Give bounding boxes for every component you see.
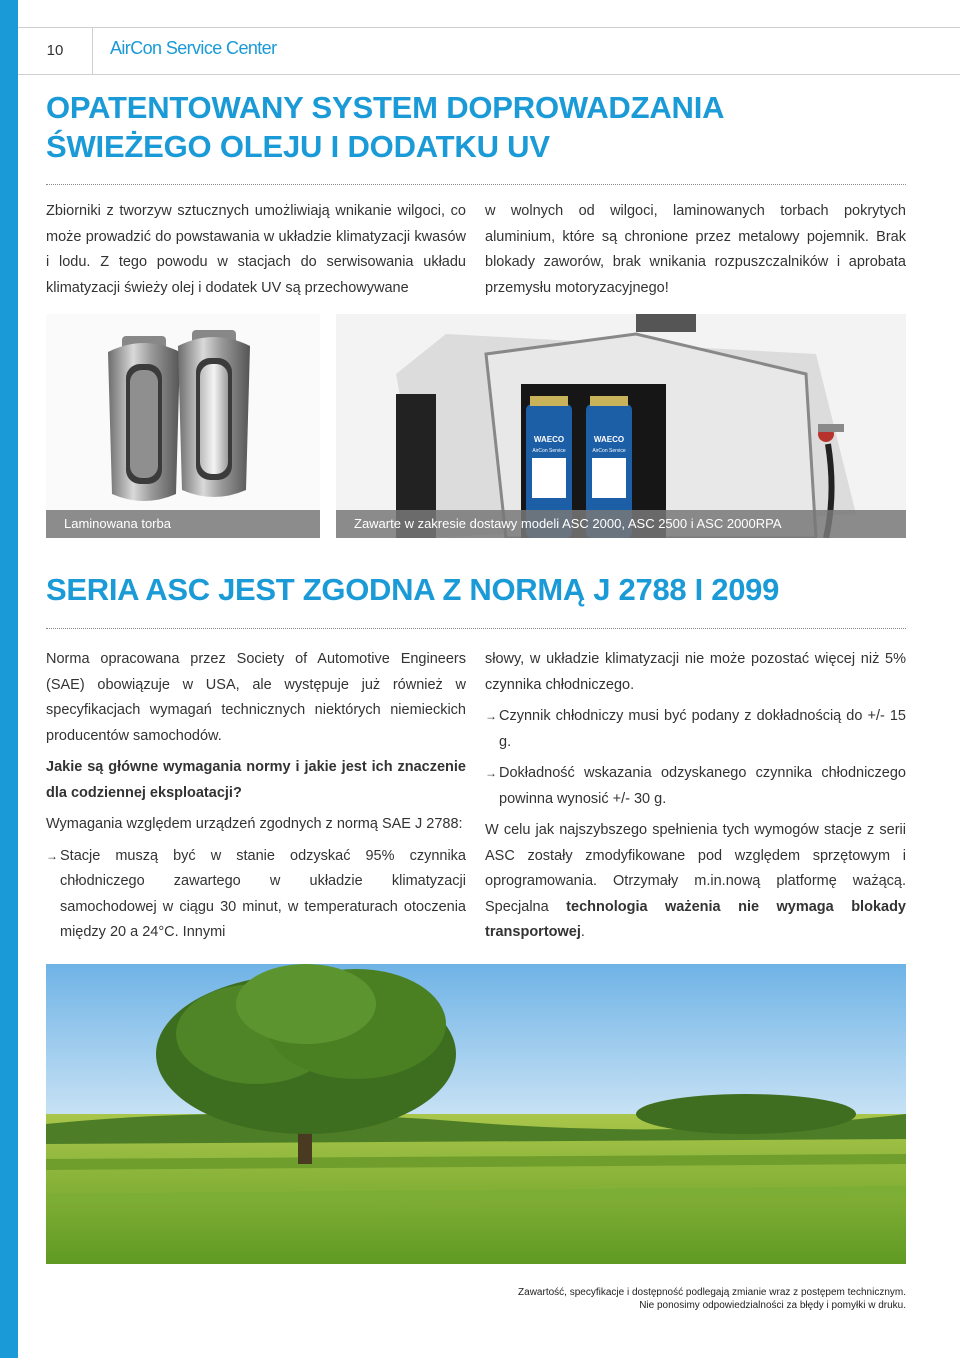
norm-requirements-intro: Wymagania względem urządzeń zgodnych z normą SAE J 2788: [46, 816, 463, 832]
laminated-bag-illustration [46, 314, 320, 538]
sentence-end: . [580, 924, 585, 940]
header-bottom-rule [18, 74, 960, 75]
section-title-1 [46, 88, 906, 166]
footer-line-2: Nie ponosimy odpowiedzialności za błędy i pomyłki w druku. [639, 1300, 906, 1311]
norm-paragraph-cont: słowy, w układzie klimatyzacji nie może pozostać więcej niż 5% czynnika chłodniczego. [485, 651, 906, 693]
list-item [46, 844, 466, 946]
requirement-display-accuracy: Dokładność wskazania odzyskanego czynnika chłodniczego powinna wynosić +/- 30 g. [499, 765, 906, 807]
section-title-2: SERIA ASC JEST ZGODNA Z NORMĄ J 2788 I 2099 [46, 572, 780, 607]
dotted-divider [46, 184, 906, 185]
requirement-recovery: Stacje muszą być w stanie odzyskać 95% czynnika chłodniczego zawartego w układzie klimatyzacji samochodowej w ciągu 30 minut, w temperaturach otoczenia między 20 a 24°C. Innymi [60, 847, 466, 940]
can-logo-left: WAECO [533, 435, 565, 444]
intro-text-left: Zbiorniki z tworzyw sztucznych umożliwiają wnikanie wilgoci, co może prowadzić do powstawania w układzie klimatyzacji kwasów i lodu. Z tego powodu w stacjach do serwisowania układu klimatyzacji świeży olej i dodatek UV są przechowywane [46, 203, 466, 296]
laminated-bag-photo [46, 314, 320, 538]
list-item [485, 704, 906, 755]
footer-line-1: Zawartość, specyfikacje i dostępność podlegają zmianie wraz z postępem technicznym. [518, 1287, 906, 1298]
footer-disclaimer [518, 1286, 906, 1312]
section-title-1-line1: OPATENTOWANY SYSTEM DOPROWADZANIA [46, 90, 725, 125]
can-logo-right: WAECO [593, 435, 625, 444]
dotted-divider-2 [46, 628, 906, 629]
left-accent-bar [0, 0, 18, 1358]
norm-paragraph-asc [485, 818, 906, 946]
requirement-charge-accuracy: Czynnik chłodniczy musi być podany z dokładnością do +/- 15 g. [499, 708, 906, 750]
norm-paragraph-1: Norma opracowana przez Society of Automotive Engineers (SAE) obowiązuje w USA, ale występuje już również w specyfikacjach wymagań technicznych niektórych niemieckich producentów samochodów. [46, 651, 466, 744]
list-item [485, 761, 906, 812]
can-sub-right: AirCon Service [592, 448, 626, 454]
header-top-rule [18, 27, 960, 28]
intro-text-right: w wolnych od wilgoci, laminowanych torbach pokrytych aluminium, które są chronione przez metalowy pojemnik. Brak blokady zaworów, brak wnikania rozpuszczalników i aprobata przemysłu motoryzacyjnego! [485, 203, 906, 296]
page-number: 10 [18, 28, 93, 74]
weighing-technology-text: technologia ważenia nie wymaga blokady transportowej [485, 898, 906, 940]
norm-text-left [46, 647, 466, 946]
arrow-right-icon: → [485, 709, 497, 723]
caption-service-station: Zawarte w zakresie dostawy modeli ASC 2000, ASC 2500 i ASC 2000RPA [336, 510, 906, 538]
arrow-right-icon: → [485, 766, 497, 780]
caption-laminated-bag: Laminowana torba [46, 510, 320, 538]
service-station-photo [336, 314, 906, 538]
section-title-1-line2: ŚWIEŻEGO OLEJU I DODATKU UV [46, 129, 550, 164]
landscape-illustration [46, 964, 906, 1264]
norm-text-right [485, 647, 906, 946]
asc-modification-text: W celu jak najszybszego spełnienia tych wymogów stacje z serii ASC zostały zmodyfikowane pod względem sprzętowym i oprogramowania. Otrzymały m.in.nową platformę ważącą. Specjalna [485, 822, 906, 915]
brand-name: AirCon Service Center [110, 38, 277, 58]
service-station-illustration [336, 314, 906, 538]
norm-question: Jakie są główne wymagania normy i jakie jest ich znaczenie dla codziennej eksploatacji? [46, 759, 466, 801]
landscape-photo [46, 964, 906, 1264]
arrow-right-icon: → [46, 848, 58, 863]
can-sub-left: AirCon Service [532, 448, 566, 454]
